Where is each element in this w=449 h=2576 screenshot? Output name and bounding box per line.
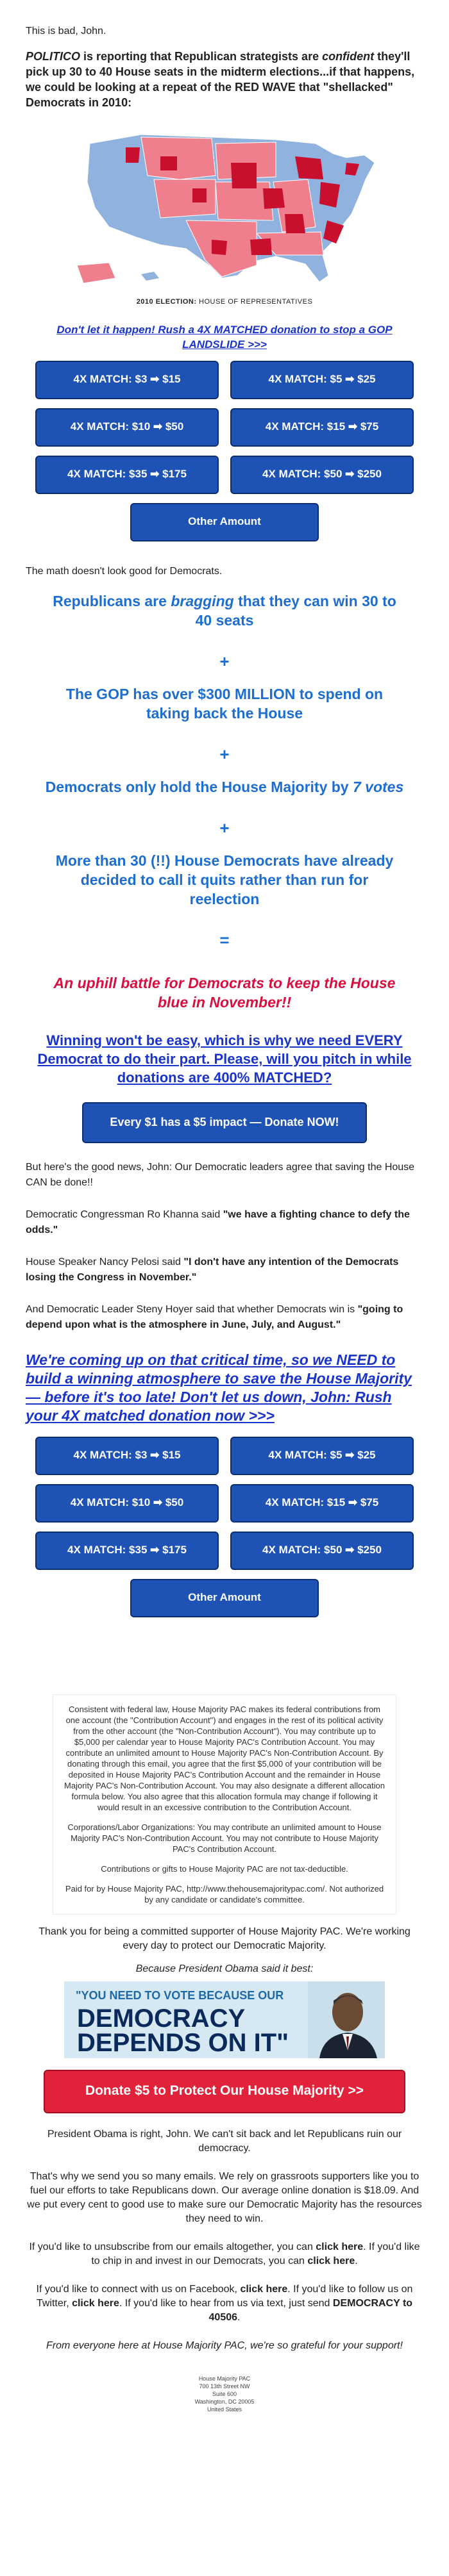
- grassroots-text: That's why we send you so many emails. We rely on grassroots supporters like you to fuel our efforts to take Republicans down. Our average online donation is $18.09. And we put every cent to good use to make sure our Democratic Majority has the resources they need to win.: [27, 2171, 422, 2224]
- map-caption: 2010 ELECTION: HOUSE OF REPRESENTATIVES: [136, 298, 313, 306]
- twitter-link[interactable]: click here: [72, 2298, 119, 2309]
- legal-contribution-text: Consistent with federal law, House Majority PAC makes its federal contributions from one account (the "Contribution Account") and engages in the rest of its political activity from the other account (the "Non-Contribution Account"). You may contribute up to $5,000 per calendar year to House Majority PAC's Contribution Account. You may contribute an unlimited amount to House Majority PAC's Non-Contribution Account. By donating through this email, you agree that the first $5,000 of your contribution will be deposited in House Majority PAC's Contribution Account and the remainder in House Majority PAC's Non-Contribution Account. You may also designate a different allocation formula below. You also agree that this allocation formula may change if following it would result in an excessive contribution to the Contribution Account.: [64, 1705, 385, 1812]
- election-map: [64, 118, 385, 306]
- uphill-battle-text: An uphill battle for Democrats to keep the House blue in November!!: [53, 975, 396, 1011]
- confident-word: confident: [322, 50, 375, 63]
- us-map-graphic: [64, 118, 385, 291]
- donate-now-button[interactable]: Every $1 has a $5 impact — Donate NOW!: [82, 1102, 367, 1143]
- banner-quote-line-2: DEMOCRACY: [77, 2004, 246, 2033]
- match-15-button[interactable]: 4X MATCH: $15 ➡ $75: [230, 1484, 414, 1523]
- pelosi-quote: House Speaker Nancy Pelosi said "I don't have any intention of the Democrats losing the Congress in November.": [26, 1257, 399, 1283]
- fact-bragging: Republicans are bragging that they can win 30 to 40 seats: [53, 593, 396, 629]
- obama-quote-banner[interactable]: [64, 1981, 385, 2058]
- good-news-text: But here's the good news, John: Our Democratic leaders agree that saving the House CAN be done!!: [26, 1162, 415, 1188]
- hoyer-quote: And Democratic Leader Steny Hoyer said that whether Democrats win is "going to depend upon what is the atmosphere in June, July, and August.": [26, 1304, 403, 1330]
- match-10-button[interactable]: 4X MATCH: $10 ➡ $50: [35, 1484, 219, 1523]
- other-amount-button[interactable]: Other Amount: [130, 503, 319, 541]
- obama-intro: Because President Obama said it best:: [135, 1963, 314, 1974]
- greeting: This is bad, John.: [26, 26, 106, 37]
- match-15-button[interactable]: 4X MATCH: $15 ➡ $75: [230, 408, 414, 447]
- critical-time-donate-link[interactable]: We're coming up on that critical time, so we NEED to build a winning atmosphere to save the House Majority — before it's too late! Don't let us down, John: Rush your 4X matched donation now >>>: [26, 1351, 412, 1424]
- fact-retirements: More than 30 (!!) House Democrats have already decided to call it quits rather than run for reelection: [55, 852, 394, 907]
- match-35-button[interactable]: 4X MATCH: $35 ➡ $175: [35, 456, 219, 494]
- plus-sign: +: [219, 818, 230, 838]
- legal-corporations-text: Corporations/Labor Organizations: You may contribute an unlimited amount to House Majority PAC's Non-Contribution Account. You may not contribute to House Majority PAC's Contribution Account.: [67, 1822, 382, 1854]
- khanna-quote: Democratic Congressman Ro Khanna said "we have a fighting chance to defy the odds.": [26, 1209, 410, 1235]
- match-50-button[interactable]: 4X MATCH: $50 ➡ $250: [230, 456, 414, 494]
- match-3-button[interactable]: 4X MATCH: $3 ➡ $15: [35, 361, 219, 399]
- match-50-button[interactable]: 4X MATCH: $50 ➡ $250: [230, 1532, 414, 1570]
- top-donate-link[interactable]: Don't let it happen! Rush a 4X MATCHED donation to stop a GOP LANDSLIDE >>>: [56, 324, 393, 351]
- invest-link[interactable]: click here: [307, 2256, 355, 2266]
- facebook-link[interactable]: click here: [240, 2284, 288, 2295]
- unsubscribe-text: If you'd like to unsubscribe from our emails altogether, you can click here. If you'd like to chip in and invest in our Democrats, you can click here.: [29, 2242, 420, 2266]
- social-text: If you'd like to connect with us on Facebook, click here. If you'd like to follow us on Twitter, click here. If you'd like to hear from us via text, just send DEMOCRACY to 40506.: [36, 2284, 413, 2323]
- other-amount-button[interactable]: Other Amount: [130, 1579, 319, 1617]
- donate-5-button[interactable]: Donate $5 to Protect Our House Majority >>: [44, 2070, 405, 2113]
- fact-majority: Democrats only hold the House Majority by 7 votes: [45, 779, 404, 795]
- email-body: [26, 0, 423, 2413]
- match-button-grid-2: [35, 1437, 414, 1570]
- winning-donate-link[interactable]: Winning won't be easy, which is why we need EVERY Democrat to do their part. Please, will you pitch in while donations are 400% MATCHED?: [37, 1032, 412, 1086]
- legal-tax-text: Contributions or gifts to House Majority PAC are not tax-deductible.: [101, 1864, 348, 1874]
- plus-sign: +: [219, 652, 230, 671]
- legal-paid-for-text: Paid for by House Majority PAC, http://www.thehousemajoritypac.com/. Not authorized by any candidate or candidate's committee.: [65, 1884, 384, 1904]
- match-5-button[interactable]: 4X MATCH: $5 ➡ $25: [230, 361, 414, 399]
- match-35-button[interactable]: 4X MATCH: $35 ➡ $175: [35, 1532, 219, 1570]
- unsubscribe-link[interactable]: click here: [316, 2242, 364, 2252]
- equals-sign: =: [219, 930, 230, 950]
- banner-quote-line-1: "YOU NEED TO VOTE BECAUSE OUR: [76, 1989, 284, 2002]
- obama-right-text: President Obama is right, John. We can't sit back and let Republicans ruin our democracy.: [47, 2129, 402, 2154]
- plus-sign: +: [219, 745, 230, 764]
- text-keyword: DEMOCRACY to 40506: [208, 2298, 413, 2323]
- legal-disclaimer: [53, 1694, 396, 1915]
- fact-money: The GOP has over $300 MILLION to spend on taking back the House: [65, 686, 384, 722]
- intro-paragraph: POLITICO is reporting that Republican strategists are confident they'll pick up 30 to 40 House seats in the midterm elections...if that happens, we could be looking at a repeat of the RED WAVE that "shellacked" Democrats in 2010:: [26, 50, 415, 109]
- thanks-text: Thank you for being a committed supporter of House Majority PAC. We're working every day to protect our Democratic Majority.: [38, 1926, 411, 1951]
- source-name: POLITICO: [26, 50, 80, 63]
- match-3-button[interactable]: 4X MATCH: $3 ➡ $15: [35, 1437, 219, 1475]
- match-button-grid-1: [35, 361, 414, 494]
- signoff-text: From everyone here at House Majority PAC, we're so grateful for your support!: [46, 2340, 403, 2351]
- math-line: The math doesn't look good for Democrats.: [26, 566, 223, 577]
- match-10-button[interactable]: 4X MATCH: $10 ➡ $50: [35, 408, 219, 447]
- match-5-button[interactable]: 4X MATCH: $5 ➡ $25: [230, 1437, 414, 1475]
- mailing-address: House Majority PAC 700 13th Street NW Suite 600 Washington, DC 20005 United States: [194, 2375, 255, 2413]
- obama-photo: [308, 1981, 385, 2058]
- banner-quote-line-3: DEPENDS ON IT": [77, 2029, 289, 2057]
